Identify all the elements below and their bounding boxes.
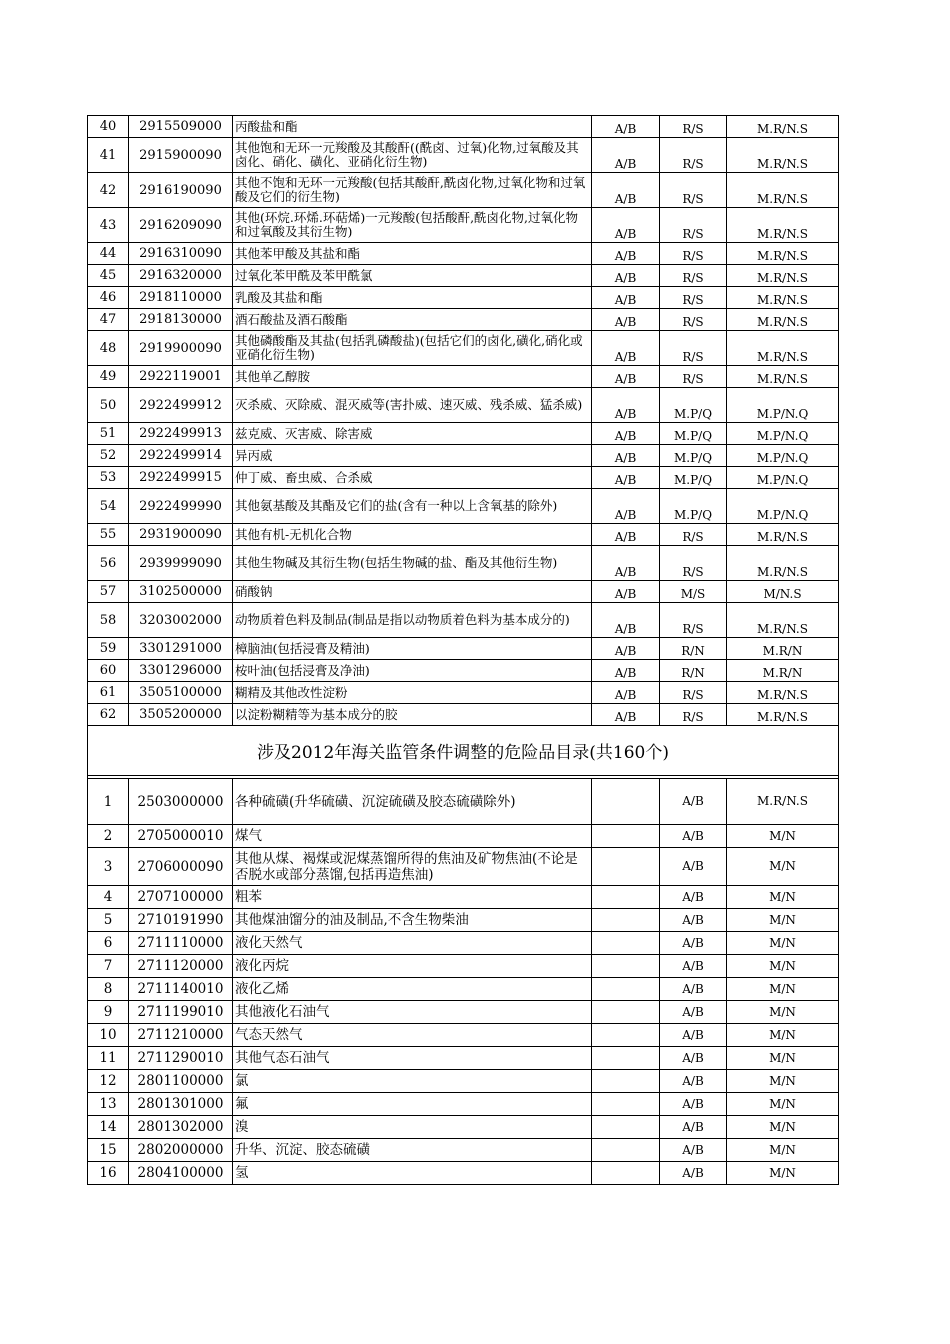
condition-col-1: A/B (592, 388, 660, 423)
condition-col-3: M/N (727, 886, 839, 909)
product-name: 糊精及其他改性淀粉 (233, 682, 592, 704)
table-row (88, 909, 839, 932)
hs-code: 2801301000 (129, 1093, 233, 1116)
condition-col-3: M.P/N.Q (727, 423, 839, 445)
table-row (88, 489, 839, 524)
condition-col-1: A/B (592, 366, 660, 388)
condition-col-2: R/N (660, 660, 727, 682)
product-name: 其他饱和无环一元羧酸及其酸酐((酰卤、过氧)化物,过氧酸及其卤化、硝化、磺化、亚硝化衍生物) (233, 138, 592, 173)
hs-code: 2710191990 (129, 909, 233, 932)
product-name: 仲丁威、畜虫威、合杀威 (233, 467, 592, 489)
product-name: 动物质着色料及制品(制品是指以动物质着色料为基本成分的) (233, 603, 592, 638)
hs-code: 2919900090 (129, 331, 233, 366)
product-name: 硝酸钠 (233, 581, 592, 603)
row-number: 60 (88, 660, 129, 682)
product-name: 酒石酸盐及酒石酸酯 (233, 309, 592, 331)
condition-col-3: M/N (727, 1116, 839, 1139)
table-row (88, 581, 839, 603)
hs-code: 3505100000 (129, 682, 233, 704)
hs-code: 2931900090 (129, 524, 233, 546)
table-row (88, 1001, 839, 1024)
table-row (88, 1070, 839, 1093)
hazardous-goods-table (87, 115, 839, 1185)
hs-code: 2711290010 (129, 1047, 233, 1070)
condition-col-3: M/N (727, 1070, 839, 1093)
condition-col-1 (592, 1070, 660, 1093)
condition-col-3: M.R/N.S (727, 682, 839, 704)
row-number: 16 (88, 1162, 129, 1185)
condition-col-2: R/S (660, 366, 727, 388)
table-row (88, 423, 839, 445)
row-number: 51 (88, 423, 129, 445)
condition-col-1: A/B (592, 138, 660, 173)
hs-code: 2922499915 (129, 467, 233, 489)
condition-col-2: M/S (660, 581, 727, 603)
condition-col-2: R/S (660, 682, 727, 704)
condition-col-3: M.P/N.Q (727, 467, 839, 489)
condition-col-2: R/S (660, 243, 727, 265)
product-name: 兹克威、灭害威、除害威 (233, 423, 592, 445)
condition-col-1 (592, 848, 660, 886)
condition-col-3: M.R/N.S (727, 138, 839, 173)
condition-col-3: M/N (727, 825, 839, 848)
product-name: 各种硫磺(升华硫磺、沉淀硫磺及胶态硫磺除外) (233, 779, 592, 825)
row-number: 46 (88, 287, 129, 309)
row-number: 4 (88, 886, 129, 909)
condition-col-1 (592, 1024, 660, 1047)
condition-col-3: M/N (727, 978, 839, 1001)
row-number: 5 (88, 909, 129, 932)
table-row (88, 848, 839, 886)
condition-col-2: A/B (660, 1093, 727, 1116)
row-number: 40 (88, 116, 129, 138)
row-number: 59 (88, 638, 129, 660)
condition-col-1: A/B (592, 524, 660, 546)
row-number: 42 (88, 173, 129, 208)
product-name: 氯 (233, 1070, 592, 1093)
hs-code: 2918110000 (129, 287, 233, 309)
row-number: 15 (88, 1139, 129, 1162)
condition-col-3: M/N (727, 1024, 839, 1047)
condition-col-1 (592, 909, 660, 932)
condition-col-1 (592, 955, 660, 978)
table-row (88, 886, 839, 909)
row-number: 8 (88, 978, 129, 1001)
condition-col-2: R/S (660, 524, 727, 546)
condition-col-1: A/B (592, 445, 660, 467)
product-name: 其他有机-无机化合物 (233, 524, 592, 546)
condition-col-2: M.P/Q (660, 467, 727, 489)
condition-col-1 (592, 1047, 660, 1070)
condition-col-2: M.P/Q (660, 445, 727, 467)
hs-code: 2711120000 (129, 955, 233, 978)
condition-col-2: M.P/Q (660, 489, 727, 524)
condition-col-1: A/B (592, 581, 660, 603)
product-name: 其他气态石油气 (233, 1047, 592, 1070)
row-number: 12 (88, 1070, 129, 1093)
hs-code: 2801100000 (129, 1070, 233, 1093)
condition-col-3: M.P/N.Q (727, 489, 839, 524)
table-row (88, 660, 839, 682)
hs-code: 2711210000 (129, 1024, 233, 1047)
condition-col-3: M.P/N.Q (727, 388, 839, 423)
row-number: 54 (88, 489, 129, 524)
product-name: 其他氨基酸及其酯及它们的盐(含有一种以上含氧基的除外) (233, 489, 592, 524)
condition-col-3: M.R/N.S (727, 287, 839, 309)
table-row (88, 287, 839, 309)
condition-col-2: A/B (660, 886, 727, 909)
table-row (88, 208, 839, 243)
hs-code: 2801302000 (129, 1116, 233, 1139)
table-row (88, 445, 839, 467)
product-name: 液化天然气 (233, 932, 592, 955)
hs-code: 2916190090 (129, 173, 233, 208)
table-row (88, 1024, 839, 1047)
row-number: 13 (88, 1093, 129, 1116)
condition-col-3: M.R/N.S (727, 366, 839, 388)
table-row (88, 243, 839, 265)
condition-col-2: R/S (660, 138, 727, 173)
product-name: 其他(环烷.环烯.环萜烯)一元羧酸(包括酸酐,酰卤化物,过氧化物和过氧酸及其衍生物) (233, 208, 592, 243)
condition-col-3: M.P/N.Q (727, 445, 839, 467)
condition-col-3: M/N (727, 1093, 839, 1116)
condition-col-3: M.R/N.S (727, 243, 839, 265)
product-name: 煤气 (233, 825, 592, 848)
condition-col-2: R/S (660, 603, 727, 638)
product-name: 溴 (233, 1116, 592, 1139)
condition-col-1: A/B (592, 331, 660, 366)
condition-col-1: A/B (592, 467, 660, 489)
product-name: 过氧化苯甲酰及苯甲酰氯 (233, 265, 592, 287)
row-number: 45 (88, 265, 129, 287)
product-name: 丙酸盐和酯 (233, 116, 592, 138)
condition-col-3: M.R/N (727, 638, 839, 660)
condition-col-2: R/S (660, 116, 727, 138)
table-row (88, 331, 839, 366)
condition-col-2: A/B (660, 779, 727, 825)
condition-col-3: M.R/N (727, 660, 839, 682)
row-number: 11 (88, 1047, 129, 1070)
condition-col-2: A/B (660, 1001, 727, 1024)
condition-col-1 (592, 932, 660, 955)
condition-col-2: M.P/Q (660, 388, 727, 423)
row-number: 14 (88, 1116, 129, 1139)
condition-col-3: M/N.S (727, 581, 839, 603)
row-number: 48 (88, 331, 129, 366)
condition-col-1: A/B (592, 287, 660, 309)
condition-col-1: A/B (592, 660, 660, 682)
condition-col-3: M/N (727, 955, 839, 978)
table-row (88, 682, 839, 704)
condition-col-2: A/B (660, 1047, 727, 1070)
product-name: 樟脑油(包括浸膏及精油) (233, 638, 592, 660)
hs-code: 2918130000 (129, 309, 233, 331)
product-name: 其他液化石油气 (233, 1001, 592, 1024)
hs-code: 2922499912 (129, 388, 233, 423)
row-number: 61 (88, 682, 129, 704)
hs-code: 3102500000 (129, 581, 233, 603)
row-number: 55 (88, 524, 129, 546)
table-row (88, 138, 839, 173)
hs-code: 2922499990 (129, 489, 233, 524)
condition-col-2: A/B (660, 909, 727, 932)
condition-col-3: M.R/N.S (727, 173, 839, 208)
row-number: 49 (88, 366, 129, 388)
condition-col-1: A/B (592, 603, 660, 638)
condition-col-3: M/N (727, 909, 839, 932)
product-name: 桉叶油(包括浸膏及净油) (233, 660, 592, 682)
condition-col-1 (592, 1162, 660, 1185)
table-row (88, 309, 839, 331)
table-row (88, 1139, 839, 1162)
condition-col-2: M.P/Q (660, 423, 727, 445)
hs-code: 2503000000 (129, 779, 233, 825)
hs-code: 2916320000 (129, 265, 233, 287)
condition-col-2: A/B (660, 932, 727, 955)
hs-code: 2916209090 (129, 208, 233, 243)
condition-col-1 (592, 978, 660, 1001)
condition-col-2: R/S (660, 265, 727, 287)
condition-col-1: A/B (592, 309, 660, 331)
condition-col-2: R/S (660, 704, 727, 726)
product-name: 氟 (233, 1093, 592, 1116)
condition-col-1 (592, 886, 660, 909)
condition-col-1: A/B (592, 423, 660, 445)
condition-col-1: A/B (592, 116, 660, 138)
section-title: 涉及2012年海关监管条件调整的危险品目录(共160个) (88, 726, 839, 776)
row-number: 2 (88, 825, 129, 848)
hs-code: 2915900090 (129, 138, 233, 173)
condition-col-1 (592, 1093, 660, 1116)
table-row (88, 1116, 839, 1139)
hs-code: 2922499913 (129, 423, 233, 445)
condition-col-1 (592, 1116, 660, 1139)
row-number: 56 (88, 546, 129, 581)
condition-col-1: A/B (592, 704, 660, 726)
product-name: 其他生物碱及其衍生物(包括生物碱的盐、酯及其他衍生物) (233, 546, 592, 581)
condition-col-2: R/S (660, 309, 727, 331)
row-number: 62 (88, 704, 129, 726)
row-number: 57 (88, 581, 129, 603)
condition-col-3: M.R/N.S (727, 309, 839, 331)
product-name: 其他苯甲酸及其盐和酯 (233, 243, 592, 265)
condition-col-2: A/B (660, 848, 727, 886)
row-number: 44 (88, 243, 129, 265)
condition-col-2: R/S (660, 208, 727, 243)
hs-code: 2802000000 (129, 1139, 233, 1162)
condition-col-3: M.R/N.S (727, 116, 839, 138)
product-name: 其他从煤、褐煤或泥煤蒸馏所得的焦油及矿物焦油(不论是否脱水或部分蒸馏,包括再造焦油) (233, 848, 592, 886)
condition-col-1: A/B (592, 265, 660, 287)
condition-col-1: A/B (592, 243, 660, 265)
product-name: 灭杀威、灭除威、混灭威等(害扑威、速灭威、残杀威、猛杀威) (233, 388, 592, 423)
table-row (88, 467, 839, 489)
row-number: 10 (88, 1024, 129, 1047)
hs-code: 2804100000 (129, 1162, 233, 1185)
condition-col-2: A/B (660, 1116, 727, 1139)
condition-col-2: R/S (660, 331, 727, 366)
table-row (88, 1093, 839, 1116)
product-name: 粗苯 (233, 886, 592, 909)
table-row (88, 1162, 839, 1185)
hs-code: 2915509000 (129, 116, 233, 138)
product-name: 气态天然气 (233, 1024, 592, 1047)
section-title-row (88, 726, 839, 776)
condition-col-1: A/B (592, 682, 660, 704)
product-name: 乳酸及其盐和酯 (233, 287, 592, 309)
condition-col-3: M.R/N.S (727, 331, 839, 366)
row-number: 52 (88, 445, 129, 467)
hs-code: 3301291000 (129, 638, 233, 660)
product-name: 异丙威 (233, 445, 592, 467)
hs-code: 2706000090 (129, 848, 233, 886)
product-name: 液化乙烯 (233, 978, 592, 1001)
table-row (88, 366, 839, 388)
row-number: 53 (88, 467, 129, 489)
table-row (88, 546, 839, 581)
table-row (88, 779, 839, 825)
hs-code: 2711199010 (129, 1001, 233, 1024)
hs-code: 2922499914 (129, 445, 233, 467)
row-number: 58 (88, 603, 129, 638)
product-name: 液化丙烷 (233, 955, 592, 978)
condition-col-1 (592, 1139, 660, 1162)
condition-col-1 (592, 779, 660, 825)
row-number: 43 (88, 208, 129, 243)
condition-col-2: R/S (660, 287, 727, 309)
condition-col-3: M.R/N.S (727, 603, 839, 638)
condition-col-3: M.R/N.S (727, 265, 839, 287)
condition-col-2: A/B (660, 1162, 727, 1185)
condition-col-3: M/N (727, 848, 839, 886)
condition-col-3: M.R/N.S (727, 779, 839, 825)
condition-col-2: A/B (660, 955, 727, 978)
condition-col-1: A/B (592, 173, 660, 208)
condition-col-2: A/B (660, 825, 727, 848)
condition-col-2: A/B (660, 1024, 727, 1047)
table-row (88, 173, 839, 208)
condition-col-1 (592, 825, 660, 848)
hs-code: 3505200000 (129, 704, 233, 726)
row-number: 47 (88, 309, 129, 331)
condition-col-2: A/B (660, 978, 727, 1001)
condition-col-3: M.R/N.S (727, 704, 839, 726)
condition-col-3: M/N (727, 1139, 839, 1162)
table-row (88, 1047, 839, 1070)
condition-col-3: M/N (727, 1047, 839, 1070)
hs-code: 3301296000 (129, 660, 233, 682)
condition-col-1: A/B (592, 208, 660, 243)
row-number: 3 (88, 848, 129, 886)
table-row (88, 265, 839, 287)
row-number: 1 (88, 779, 129, 825)
condition-col-3: M/N (727, 1001, 839, 1024)
hs-code: 2711140010 (129, 978, 233, 1001)
table-row (88, 704, 839, 726)
hs-code: 2707100000 (129, 886, 233, 909)
table-row (88, 116, 839, 138)
row-number: 41 (88, 138, 129, 173)
condition-col-2: A/B (660, 1139, 727, 1162)
product-name: 升华、沉淀、胶态硫磺 (233, 1139, 592, 1162)
condition-col-2: R/S (660, 173, 727, 208)
condition-col-3: M.R/N.S (727, 546, 839, 581)
condition-col-2: R/S (660, 546, 727, 581)
table-row (88, 638, 839, 660)
product-name: 以淀粉糊精等为基本成分的胶 (233, 704, 592, 726)
hs-code: 2705000010 (129, 825, 233, 848)
table-row (88, 955, 839, 978)
hs-code: 2922119001 (129, 366, 233, 388)
product-name: 其他不饱和无环一元羧酸(包括其酸酐,酰卤化物,过氧化物和过氧酸及它们的衍生物) (233, 173, 592, 208)
table-row (88, 932, 839, 955)
condition-col-3: M/N (727, 1162, 839, 1185)
product-name: 氢 (233, 1162, 592, 1185)
row-number: 9 (88, 1001, 129, 1024)
hs-code: 2939999090 (129, 546, 233, 581)
condition-col-2: A/B (660, 1070, 727, 1093)
row-number: 50 (88, 388, 129, 423)
row-number: 7 (88, 955, 129, 978)
table-row (88, 978, 839, 1001)
product-name: 其他煤油馏分的油及制品,不含生物柴油 (233, 909, 592, 932)
table-row (88, 524, 839, 546)
condition-col-1 (592, 1001, 660, 1024)
condition-col-3: M.R/N.S (727, 208, 839, 243)
table-row (88, 603, 839, 638)
condition-col-1: A/B (592, 638, 660, 660)
condition-col-2: R/N (660, 638, 727, 660)
table-row (88, 388, 839, 423)
condition-col-1: A/B (592, 489, 660, 524)
product-name: 其他单乙醇胺 (233, 366, 592, 388)
condition-col-3: M.R/N.S (727, 524, 839, 546)
hs-code: 2916310090 (129, 243, 233, 265)
row-number: 6 (88, 932, 129, 955)
condition-col-3: M/N (727, 932, 839, 955)
product-name: 其他磷酸酯及其盐(包括乳磷酸盐)(包括它们的卤化,磺化,硝化或亚硝化衍生物) (233, 331, 592, 366)
table-row (88, 825, 839, 848)
hs-code: 2711110000 (129, 932, 233, 955)
hs-code: 3203002000 (129, 603, 233, 638)
condition-col-1: A/B (592, 546, 660, 581)
